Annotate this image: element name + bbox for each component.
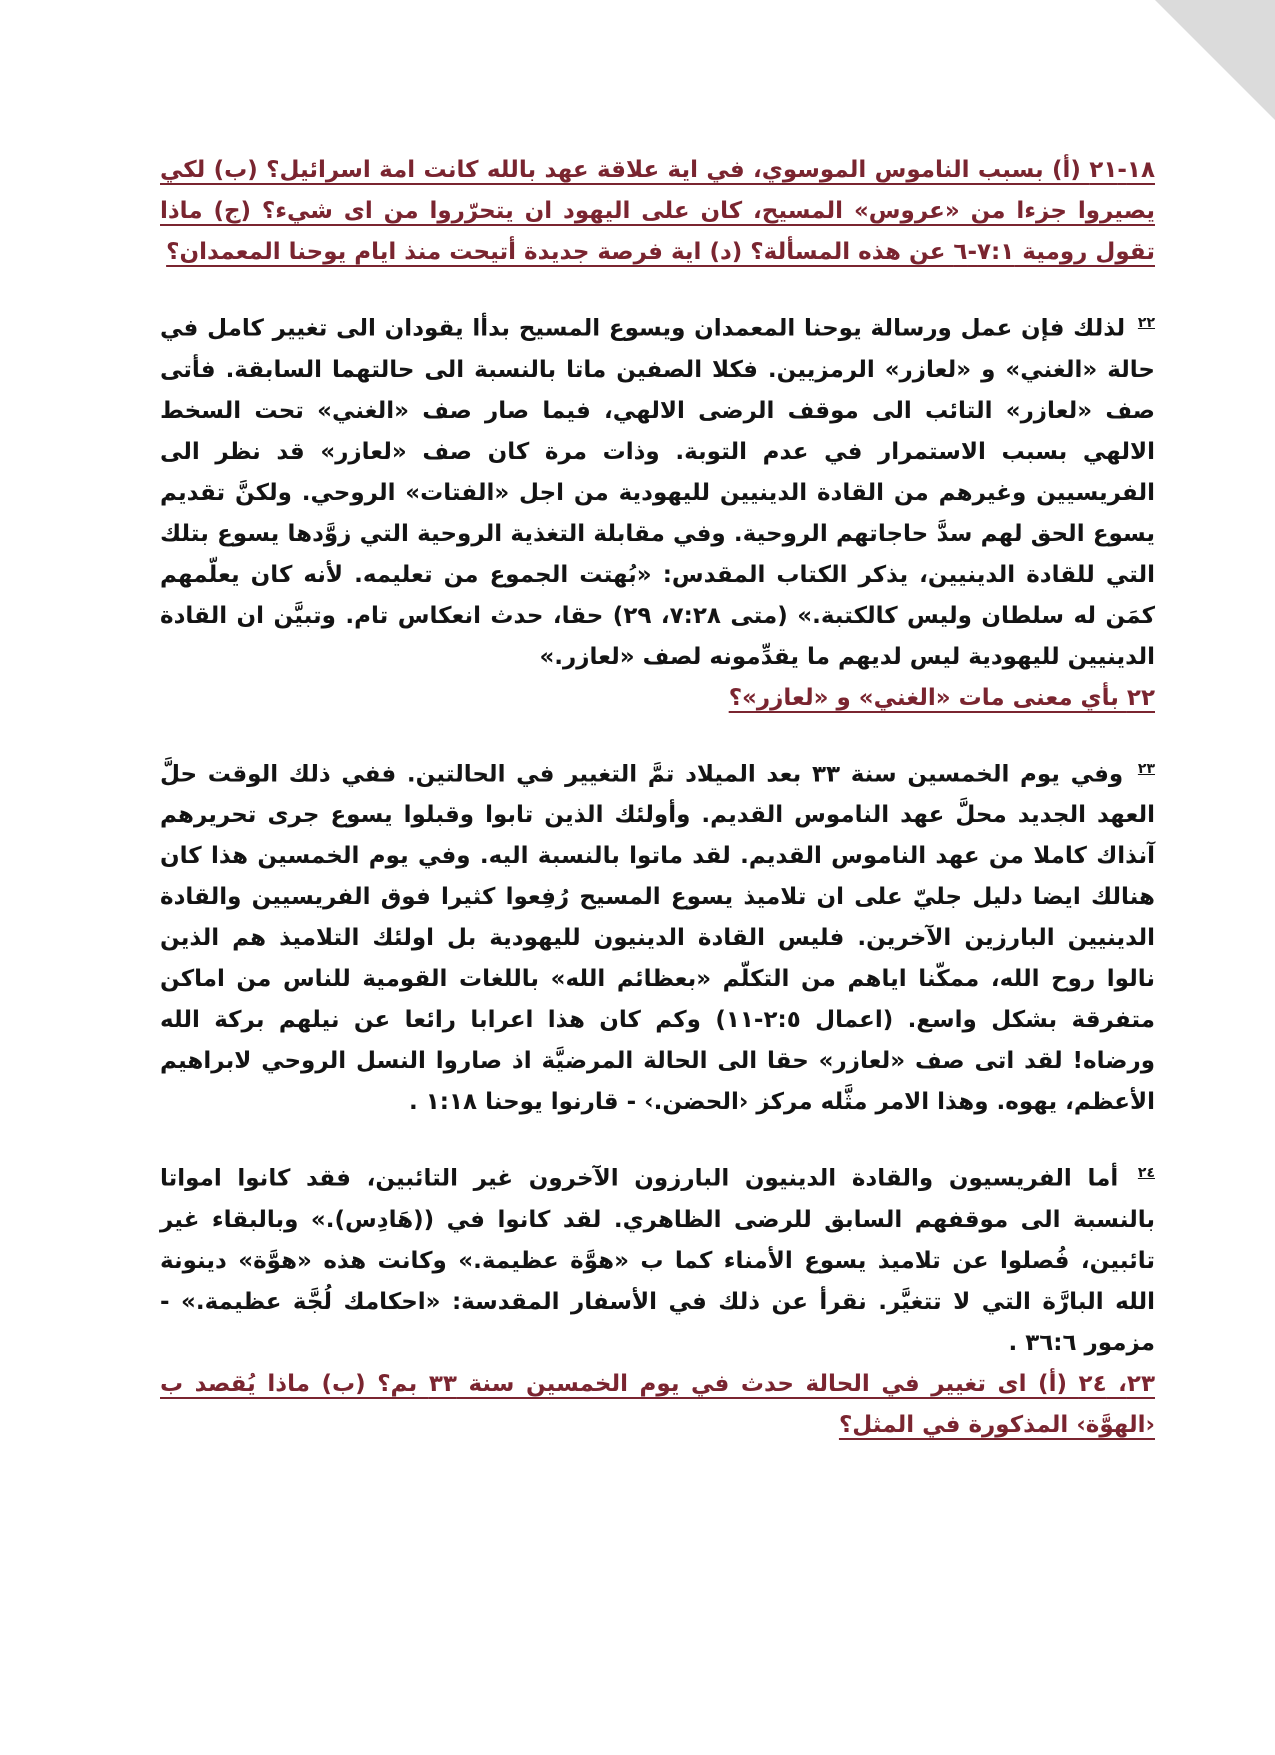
paragraph-number-22: ٢٢ bbox=[1137, 315, 1156, 331]
paragraph-24 bbox=[160, 1153, 1155, 1364]
study-question-18-21 bbox=[160, 150, 1155, 273]
page-corner-fold bbox=[1155, 0, 1275, 120]
paragraph-number-23: ٢٣ bbox=[1137, 760, 1155, 777]
study-question-22-text: ٢٢ بأي معنى مات «الغني» و «لعازر»؟ bbox=[728, 684, 1155, 711]
paragraph-22 bbox=[160, 303, 1155, 678]
study-question-23-24 bbox=[160, 1364, 1155, 1446]
document-page bbox=[160, 150, 1155, 1446]
paragraph-number-24: ٢٤ bbox=[1137, 1165, 1155, 1182]
study-question-22 bbox=[160, 678, 1155, 719]
paragraph-23 bbox=[160, 749, 1155, 1124]
paragraph-23-text: وفي يوم الخمسين سنة ٣٣ بعد الميلاد تمَّ التغيير في الحالتين. ففي ذلك الوقت حلَّ العهد الجديد محلَّ عهد الناموس القديم. وأولئك الذين تابوا وقبلوا يسوع جرى تحريرهم آنذاك كاملا من عهد الناموس القديم. لقد ماتوا بالنسبة اليه. وفي يوم الخمسين هذا كان هنالك ايضا دليل جليّ على ان تلاميذ يسوع المسيح رُفِعوا كثيرا فوق الفريسيين والقادة الدينيين البارزين الآخرين. فليس القادة الدينيون لليهودية بل اولئك التلاميذ هم الذين نالوا روح الله، ممكّنا اياهم من التكلّم «بعظائم الله» باللغات القومية للناس من اماكن متفرقة بشكل واسع. (اعمال ٢:٥-١١) وكم كان هذا اعرابا رائعا عن نيلهم بركة الله ورضاه! لقد اتى صف «لعازر» حقا الى الحالة المرضيَّة اذ صاروا النسل الروحي لابراهيم الأعظم، يهوه. وهذا الامر مثَّله مركز ‹الحضن.› - قارنوا يوحنا ١:١٨ . bbox=[160, 761, 1156, 1116]
paragraph-24-text: أما الفريسيون والقادة الدينيون البارزون الآخرون غير التائبين، فقد كانوا امواتا بالنسبة الى موقفهم السابق للرضى الظاهري. لقد كانوا في ((هَادِس).» وبالبقاء غير تائبين، فُصلوا عن تلاميذ يسوع الأمناء كما ب «هوَّة عظيمة.» وكانت هذه «هوَّة» دينونة الله البارَّة التي لا تتغيَّر. نقرأ عن ذلك في الأسفار المقدسة: «احكامك لُجَّة عظيمة.» - مزمور ٣٦:٦ . bbox=[160, 1165, 1155, 1356]
paragraph-22-text: لذلك فإن عمل ورسالة يوحنا المعمدان ويسوع المسيح بدأا يقودان الى تغيير كامل في حالة «الغني» و «لعازر» الرمزيين. فكلا الصفين ماتا بالنسبة الى حالتهما السابقة. فأتى صف «لعازر» التائب الى موقف الرضى الالهي، فيما صار صف «الغني» تحت السخط الالهي بسبب الاستمرار في عدم التوبة. وذات مرة كان صف «لعازر» قد نظر الى الفريسيين وغيرهم من القادة الدينيين لليهودية من اجل «الفتات» الروحي. ولكنَّ تقديم يسوع الحق لهم سدَّ حاجاتهم الروحية. وفي مقابلة التغذية الروحية التي زوَّدها يسوع بتلك التي للقادة الدينيين، يذكر الكتاب المقدس: «بُهتت الجموع من تعليمه. لأنه كان يعلّمهم كمَن له سلطان وليس كالكتبة.» (متى ٧:٢٨، ٢٩) حقا، حدث انعكاس تام. وتبيَّن ان القادة الدينيين لليهودية ليس لديهم ما يقدِّمونه لصف «لعازر.» bbox=[160, 315, 1156, 670]
study-question-18-21-text: ١٨-٢١ (أ) بسبب الناموس الموسوي، في اية علاقة عهد بالله كانت امة اسرائيل؟ (ب) لكي يصيروا جزءا من «عروس» المسيح، كان على اليهود ان يتحرّروا من اى شيء؟ (ج) ماذا تقول رومية ٧:١-٦ عن هذه المسألة؟ (د) اية فرصة جديدة أتيحت منذ ايام يوحنا المعمدان؟ bbox=[160, 157, 1155, 265]
study-question-23-24-text: ٢٣، ٢٤ (أ) اى تغيير في الحالة حدث في يوم الخمسين سنة ٣٣ بم؟ (ب) ماذا يُقصد ب ‹الهوَّة› المذكورة في المثل؟ bbox=[160, 1370, 1155, 1438]
